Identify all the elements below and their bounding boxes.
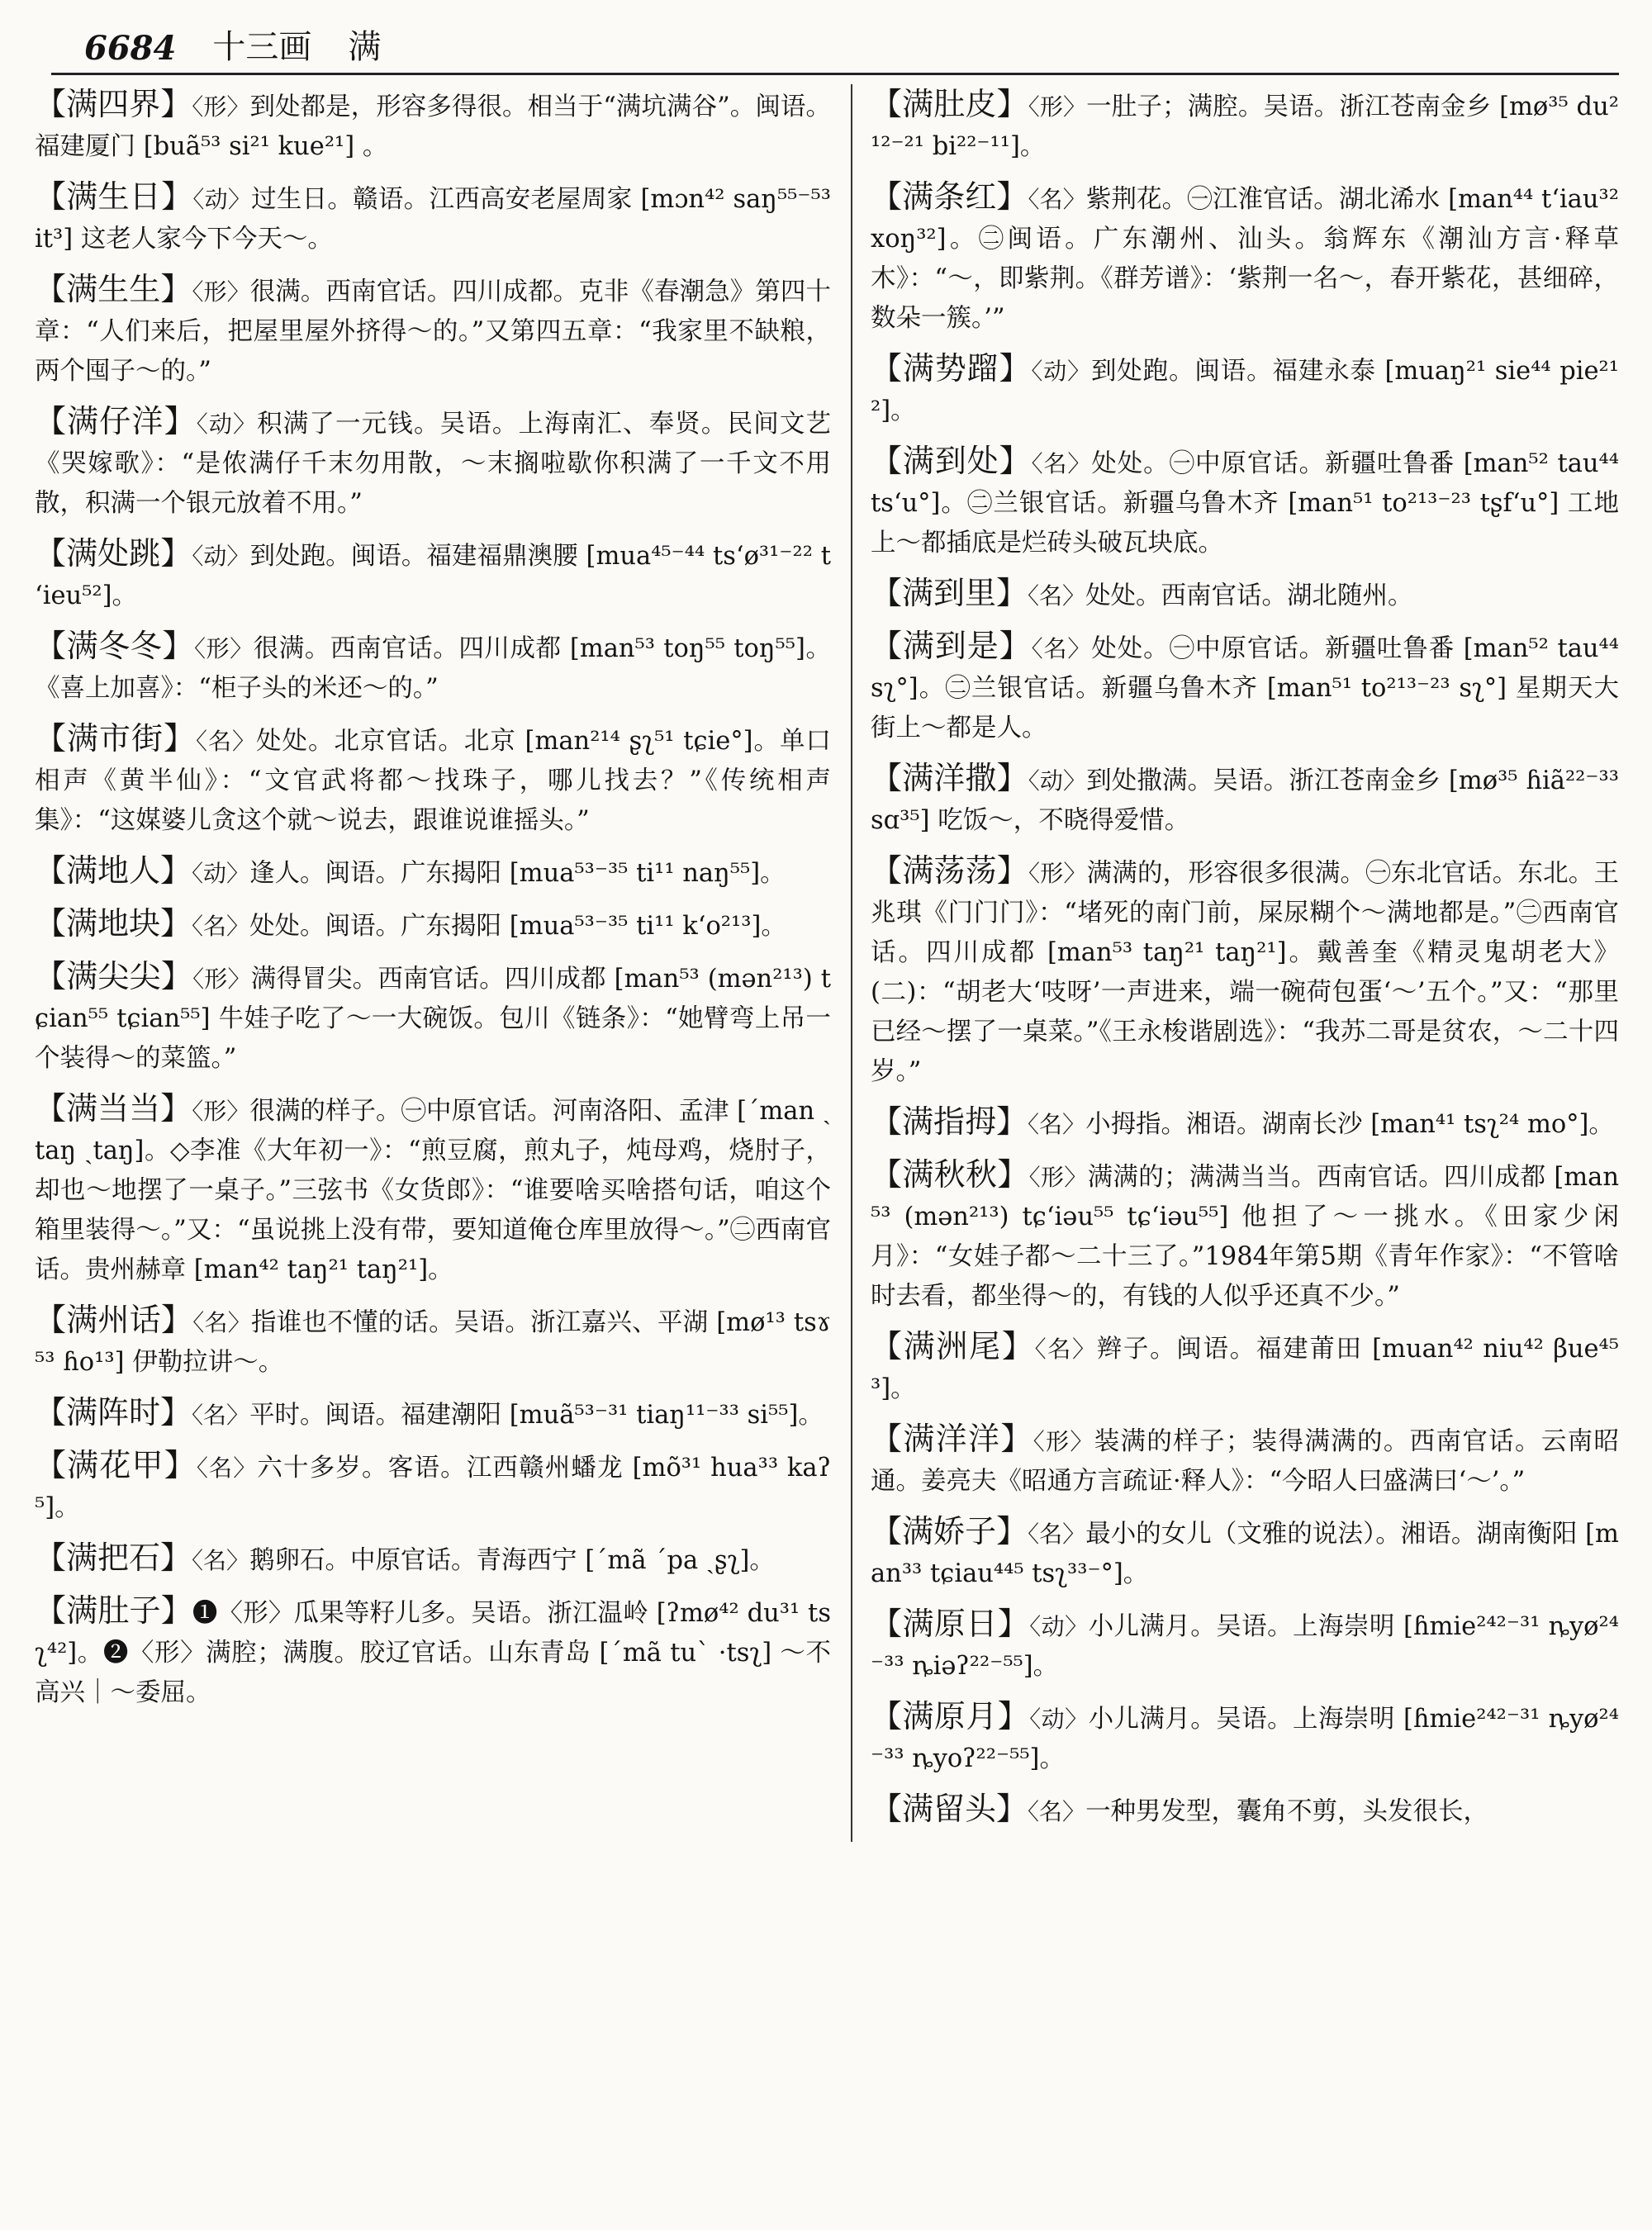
definition: 逢人。闽语。广东揭阳 [mua⁵³⁻³⁵ ti¹¹ naŋ⁵⁵]。: [249, 859, 786, 888]
bracket-close: 】: [999, 350, 1032, 387]
definition: 鹅卵石。中原官话。青海西宁 [ˊmã ˊpa ˏʂʅ]。: [249, 1546, 775, 1575]
dictionary-entry: [35, 719, 831, 841]
dictionary-entry: [35, 851, 831, 894]
headword: 满原月: [902, 1698, 998, 1734]
bracket-close: 】: [997, 1698, 1030, 1734]
headword: 满四界: [66, 86, 161, 122]
headword: 满把石: [66, 1540, 161, 1576]
dictionary-entry: [871, 84, 1619, 167]
definition: 很满。西南官话。四川成都 [man⁵³ toŋ⁵⁵ toŋ⁵⁵]。《喜上加喜》：“柜子头的米还～的。”: [35, 634, 831, 703]
bracket-close: 】: [160, 958, 193, 994]
part-of-speech: 〈动〉: [1029, 1706, 1089, 1733]
definition: 到处都是，形容多得很。相当于“满坑满谷”。闽语。福建厦门 [buã⁵³ si²¹ kue²¹] 。: [35, 93, 831, 161]
definition: 满得冒尖。西南官话。四川成都 [man⁵³ (mən²¹³) tɕian⁵⁵ tɕian⁵⁵] 牛娃子吃了～一大碗饭。包川《链条》：“她臂弯上吊一个装得～的菜篮。”: [35, 965, 831, 1073]
bracket-open: 【: [35, 403, 68, 439]
definition: 小儿满月。吴语。上海崇明 [ɦmie²⁴²⁻³¹ ȵyø²⁴⁻³³ ȵyoʔ²²⁻⁵⁵]。: [871, 1705, 1619, 1773]
bracket-open: 【: [871, 178, 903, 215]
dictionary-entry: [871, 1789, 1619, 1832]
bracket-close: 】: [161, 178, 193, 215]
definition: 处处。㊀中原官话。新疆吐鲁番 [man⁵² tau⁴⁴ tsʻu°]。㊁兰银官话。新疆乌鲁木齐 [man⁵¹ to²¹³⁻²³ tʂfʻu°] 工地上～都插底是烂砖头破瓦块底。: [871, 449, 1619, 558]
left-column: [35, 84, 852, 1842]
bracket-open: 【: [871, 575, 903, 611]
bracket-open: 【: [871, 443, 903, 479]
bracket-close: 】: [164, 403, 197, 439]
page-number: 6684: [84, 29, 177, 68]
headword: 满当当: [66, 1090, 161, 1127]
definition: 到处撒满。吴语。浙江苍南金乡 [mø³⁵ ɦiã²²⁻³³ sɑ³⁵] 吃饭～，不晓得爱惜。: [871, 766, 1619, 835]
headword: 满到处: [902, 443, 999, 479]
bracket-open: 【: [35, 1394, 67, 1431]
definition: 一肚子；满腔。吴语。浙江苍南金乡 [mø³⁵ du²¹²⁻²¹ bi²²⁻¹¹]。: [871, 93, 1619, 161]
definition: 处处。北京官话。北京 [man²¹⁴ ʂʅ⁵¹ tɕie°]。单口相声《黄半仙》：“文官武将都～找珠子，哪儿找去？”《传统相声集》：“这媒婆儿贪这个就～说去，跟谁说谁摇头。”: [35, 727, 831, 835]
part-of-speech: 〈形〉: [192, 1098, 250, 1125]
bracket-open: 【: [871, 1513, 903, 1549]
bracket-close: 】: [163, 720, 196, 757]
headword: 满肚子: [66, 1592, 161, 1629]
bracket-open: 【: [871, 350, 903, 387]
definition: 小拇指。湘语。湖南长沙 [man⁴¹ tsʅ²⁴ mo°]。: [1085, 1110, 1614, 1139]
page-header: [33, 17, 1619, 73]
bracket-open: 【: [871, 1606, 903, 1642]
part-of-speech: 〈名〉: [192, 1402, 250, 1429]
definition: 指谁也不懂的话。吴语。浙江嘉兴、平湖 [mø¹³ tsɤ⁵³ ɦo¹³] 伊勒拉讲～。: [35, 1308, 831, 1377]
part-of-speech: 〈形〉: [192, 966, 251, 993]
definition: 处处。㊀中原官话。新疆吐鲁番 [man⁵² tau⁴⁴ sʅ°]。㊁兰银官话。新疆乌鲁木齐 [man⁵¹ to²¹³⁻²³ sʅ°] 星期天大街上～都是人。: [871, 634, 1619, 743]
headword: 满洲尾: [903, 1328, 1002, 1364]
dictionary-entry: [35, 626, 831, 709]
section-label: 十三画: [212, 28, 312, 66]
dictionary-entry: [871, 758, 1619, 841]
bracket-open: 【: [35, 1302, 67, 1338]
part-of-speech: 〈形〉: [1032, 1428, 1094, 1455]
part-of-speech: 〈名〉: [1028, 582, 1086, 610]
dictionary-entry: [35, 1393, 831, 1435]
bracket-open: 【: [871, 852, 903, 889]
definition: 处处。闽语。广东揭阳 [mua⁵³⁻³⁵ ti¹¹ kʻo²¹³]。: [249, 912, 786, 941]
bracket-close: 】: [164, 1447, 197, 1483]
headword: 满留头: [902, 1791, 997, 1827]
headword: 满荡荡: [902, 852, 997, 889]
bracket-open: 【: [871, 1421, 904, 1457]
bracket-open: 【: [871, 1156, 903, 1193]
bracket-close: 】: [996, 178, 1028, 215]
headword: 满条红: [902, 178, 997, 215]
dictionary-entry: [871, 1604, 1619, 1687]
bracket-close: 】: [160, 905, 192, 942]
bracket-open: 【: [35, 628, 67, 664]
bracket-close: 】: [997, 1606, 1030, 1642]
headword: 满生生: [66, 271, 161, 307]
definition: ❶〈形〉瓜果等籽儿多。吴语。浙江温岭 [ʔmø⁴² du³¹ tsʅ⁴²]。❷〈形〉满腔；满腹。胶辽官话。山东青岛 [ˊmã tuˋ ·tsʅ] ～不高兴｜～委屈。: [35, 1599, 831, 1707]
part-of-speech: 〈名〉: [1034, 1336, 1097, 1363]
bracket-close: 】: [1001, 1328, 1035, 1364]
dictionary-entry: [35, 1591, 831, 1713]
part-of-speech: 〈动〉: [192, 860, 250, 887]
dictionary-entry: [35, 534, 831, 616]
bracket-open: 【: [871, 1328, 904, 1364]
part-of-speech: 〈动〉: [1029, 1613, 1089, 1640]
part-of-speech: 〈形〉: [1028, 93, 1087, 121]
bracket-close: 】: [160, 1592, 192, 1629]
part-of-speech: 〈形〉: [1028, 860, 1087, 887]
part-of-speech: 〈动〉: [192, 186, 252, 213]
headword: 满处跳: [66, 535, 161, 572]
dictionary-entry: [871, 1155, 1619, 1317]
dictionary-entry: [871, 1419, 1619, 1502]
part-of-speech: 〈动〉: [1028, 767, 1087, 795]
definition: 满满的；满满当当。西南官话。四川成都 [man⁵³ (mən²¹³) tɕʻiəu⁵⁵ tɕʻiəu⁵⁵] 他担了～一挑水。《田家少闲月》：“女娃子都～二十三了。”1984年第5期《青年作家》：“不管啥时去看，都坐得～的，有钱的人似乎还真不少。”: [871, 1163, 1619, 1311]
dictionary-entry: [35, 177, 831, 259]
headword: 满指拇: [902, 1103, 997, 1140]
dictionary-entry: [871, 1696, 1619, 1779]
bracket-close: 】: [996, 86, 1028, 122]
headword: 满娇子: [902, 1513, 997, 1549]
part-of-speech: 〈名〉: [196, 1454, 258, 1482]
bracket-close: 】: [160, 1394, 192, 1431]
part-of-speech: 〈名〉: [192, 913, 250, 940]
dictionary-entry: [35, 956, 831, 1079]
bracket-close: 】: [996, 1791, 1028, 1827]
bracket-close: 】: [160, 1540, 192, 1576]
bracket-open: 【: [35, 958, 67, 994]
headword: 满州话: [66, 1302, 161, 1338]
bracket-open: 【: [871, 1103, 903, 1140]
bracket-close: 】: [996, 760, 1028, 796]
headword: 满原日: [902, 1606, 998, 1642]
headword: 满洋洋: [903, 1421, 1001, 1457]
dictionary-entry: [35, 1538, 831, 1581]
definition: 过生日。赣语。江西高安老屋周家 [mɔn⁴² saŋ⁵⁵⁻⁵³ it³] 这老人家今下今天～。: [35, 185, 831, 254]
header-rule: [51, 73, 1619, 75]
columns: [35, 84, 1619, 1842]
headword: 满阵时: [66, 1394, 161, 1431]
definition: 六十多岁。客语。江西赣州蟠龙 [mõ³¹ hua³³ kaʔ⁵]。: [35, 1454, 831, 1522]
dictionary-entry: [35, 269, 831, 391]
bracket-open: 【: [35, 178, 67, 215]
bracket-close: 】: [160, 1302, 193, 1338]
definition: 到处跑。闽语。福建福鼎澳腰 [mua⁴⁵⁻⁴⁴ tsʻø³¹⁻²² tʻieu⁵²]。: [35, 542, 831, 610]
part-of-speech: 〈名〉: [1031, 450, 1092, 477]
bracket-open: 【: [35, 1592, 67, 1629]
part-of-speech: 〈形〉: [192, 93, 250, 121]
dictionary-entry: [871, 573, 1619, 616]
part-of-speech: 〈动〉: [1031, 358, 1091, 385]
headword: 满到是: [902, 628, 999, 664]
bracket-close: 】: [160, 852, 192, 889]
bracket-open: 【: [871, 1698, 903, 1734]
definition: 很满的样子。㊀中原官话。河南洛阳、孟津 [ˊman ˏtaŋ ˏtaŋ]。◇李准《大年初一》：“煎豆腐，煎丸子，炖母鸡，烧肘子，却也～地摆了一桌子。”三弦书《女货郎》：“谁要啥买啥搭句话，咱这个箱里装得～。”又：“虽说挑上没有带，要知道俺仓库里放得～。”㊁西南官话。贵州赫章 [man⁴² taŋ²¹ taŋ²¹]。: [35, 1097, 831, 1284]
bracket-close: 】: [996, 852, 1028, 889]
part-of-speech: 〈名〉: [1028, 1521, 1086, 1548]
dictionary-entry: [35, 401, 831, 524]
part-of-speech: 〈形〉: [1028, 1164, 1088, 1191]
bracket-open: 【: [35, 905, 67, 942]
bracket-open: 【: [871, 86, 903, 122]
headword: 满市街: [67, 720, 164, 757]
definition: 辫子。闽语。福建莆田 [muan⁴² niu⁴² βue⁴⁵³]。: [871, 1335, 1619, 1403]
headword: 满尖尖: [66, 958, 161, 994]
dictionary-entry: [871, 177, 1619, 339]
bracket-open: 【: [871, 760, 903, 796]
dictionary-entry: [871, 1326, 1619, 1409]
definition: 满满的，形容很多很满。㊀东北官话。东北。王兆琪《门门门》：“堵死的南门前，屎尿糊个～满地都是。”㊁西南官话。四川成都 [man⁵³ taŋ²¹ taŋ²¹]。戴善奎《精灵鬼胡老大》(二)：“胡老大‘吱呀’一声进来，端一碗荷包蛋‘～’五个。”又：“那里已经～摆了一桌菜。”《王永梭谐剧选》：“我苏二哥是贫农，～二十四岁。”: [871, 859, 1619, 1086]
part-of-speech: 〈名〉: [1028, 1111, 1086, 1138]
part-of-speech: 〈名〉: [1031, 635, 1092, 662]
dictionary-entry: [35, 1089, 831, 1290]
bracket-open: 【: [35, 535, 67, 572]
dictionary-entry: [35, 904, 831, 947]
definition: 处处。西南官话。湖北随州。: [1085, 581, 1413, 610]
part-of-speech: 〈名〉: [1028, 186, 1086, 213]
part-of-speech: 〈名〉: [1028, 1798, 1086, 1825]
part-of-speech: 〈动〉: [196, 410, 258, 438]
bracket-open: 【: [35, 86, 67, 122]
bracket-close: 】: [160, 271, 192, 307]
dictionary-entry: [871, 851, 1619, 1092]
dictionary-entry: [871, 1511, 1619, 1594]
bracket-close: 】: [996, 1513, 1028, 1549]
headword: 满生日: [66, 178, 162, 215]
part-of-speech: 〈名〉: [192, 1547, 250, 1574]
definition: 最小的女儿（文雅的说法）。湘语。湖南衡阳 [man³³ tɕiau⁴⁴⁵ tsʅ³³⁻°]。: [871, 1520, 1619, 1588]
part-of-speech: 〈形〉: [192, 278, 250, 306]
part-of-speech: 〈动〉: [192, 543, 250, 570]
bracket-open: 【: [35, 1090, 67, 1127]
part-of-speech: 〈名〉: [192, 1309, 251, 1336]
dictionary-entry: [871, 441, 1619, 563]
headword: 满花甲: [67, 1447, 164, 1483]
bracket-open: 【: [35, 720, 67, 757]
bracket-open: 【: [35, 1540, 67, 1576]
headword: 满到里: [902, 575, 997, 611]
bracket-open: 【: [871, 628, 903, 664]
headword: 满仔洋: [67, 403, 164, 439]
headword: 满地人: [66, 852, 161, 889]
bracket-close: 】: [160, 1090, 192, 1127]
dictionary-entry: [35, 84, 831, 167]
bracket-close: 】: [162, 628, 194, 664]
bracket-close: 】: [999, 628, 1032, 664]
dictionary-entry: [871, 349, 1619, 431]
definition: 到处跑。闽语。福建永泰 [muaŋ²¹ sie⁴⁴ pie²¹²]。: [871, 357, 1619, 425]
bracket-close: 】: [160, 86, 192, 122]
bracket-close: 】: [996, 1103, 1028, 1140]
headword: 满肚皮: [902, 86, 997, 122]
part-of-speech: 〈形〉: [193, 635, 254, 662]
bracket-open: 【: [35, 852, 67, 889]
definition: 积满了一元钱。吴语。上海南汇、奉贤。民间文艺《哭嫁歌》：“是侬满仔千末勿用散，～末搁啦歇你积满了一千文不用散，积满一个银元放着不用。”: [35, 410, 831, 518]
part-of-speech: 〈名〉: [195, 728, 256, 755]
dictionary-entry: [35, 1445, 831, 1528]
definition: 一种男发型，囊角不剪，头发很长，: [1085, 1797, 1489, 1826]
definition: 很满。西南官话。四川成都。克非《春潮急》第四十章：“人们来后，把屋里屋外挤得～的。”又第四五章：“我家里不缺粮，两个囤子～的。”: [35, 278, 831, 386]
bracket-open: 【: [35, 1447, 68, 1483]
dictionary-entry: [871, 626, 1619, 748]
definition: 装满的样子；装得满满的。西南官话。云南昭通。姜亮夫《昭通方言疏证·释人》：“今昭人曰盛满曰‘～’。”: [871, 1427, 1619, 1496]
headword: 满地块: [66, 905, 161, 942]
definition: 平时。闽语。福建潮阳 [muã⁵³⁻³¹ tiaŋ¹¹⁻³³ si⁵⁵]。: [249, 1401, 824, 1430]
headword: 满洋撒: [902, 760, 997, 796]
bracket-close: 】: [996, 575, 1028, 611]
right-column: [852, 84, 1619, 1842]
headword: 满秋秋: [902, 1156, 998, 1193]
header-char: 满: [348, 28, 382, 66]
headword: 满冬冬: [66, 628, 163, 664]
dictionary-entry: [871, 1102, 1619, 1145]
definition: 小儿满月。吴语。上海崇明 [ɦmie²⁴²⁻³¹ ȵyø²⁴⁻³³ ȵiəʔ²²⁻⁵⁵]。: [871, 1612, 1619, 1681]
bracket-open: 【: [35, 271, 67, 307]
dictionary-entry: [35, 1300, 831, 1383]
bracket-close: 】: [160, 535, 192, 572]
bracket-open: 【: [871, 1791, 903, 1827]
definition: 紫荆花。㊀江淮官话。湖北浠水 [man⁴⁴ tʻiau³² xoŋ³²]。㊁闽语。广东潮州、汕头。翁辉东《潮汕方言·释草木》：“～，即紫荆。《群芳谱》：‘紫荆一名～，春开紫花，甚细碎，数朵一簇。’”: [871, 185, 1619, 333]
bracket-close: 】: [1000, 1421, 1033, 1457]
headword: 满势蹓: [902, 350, 999, 387]
bracket-close: 】: [999, 443, 1032, 479]
bracket-close: 】: [997, 1156, 1029, 1193]
